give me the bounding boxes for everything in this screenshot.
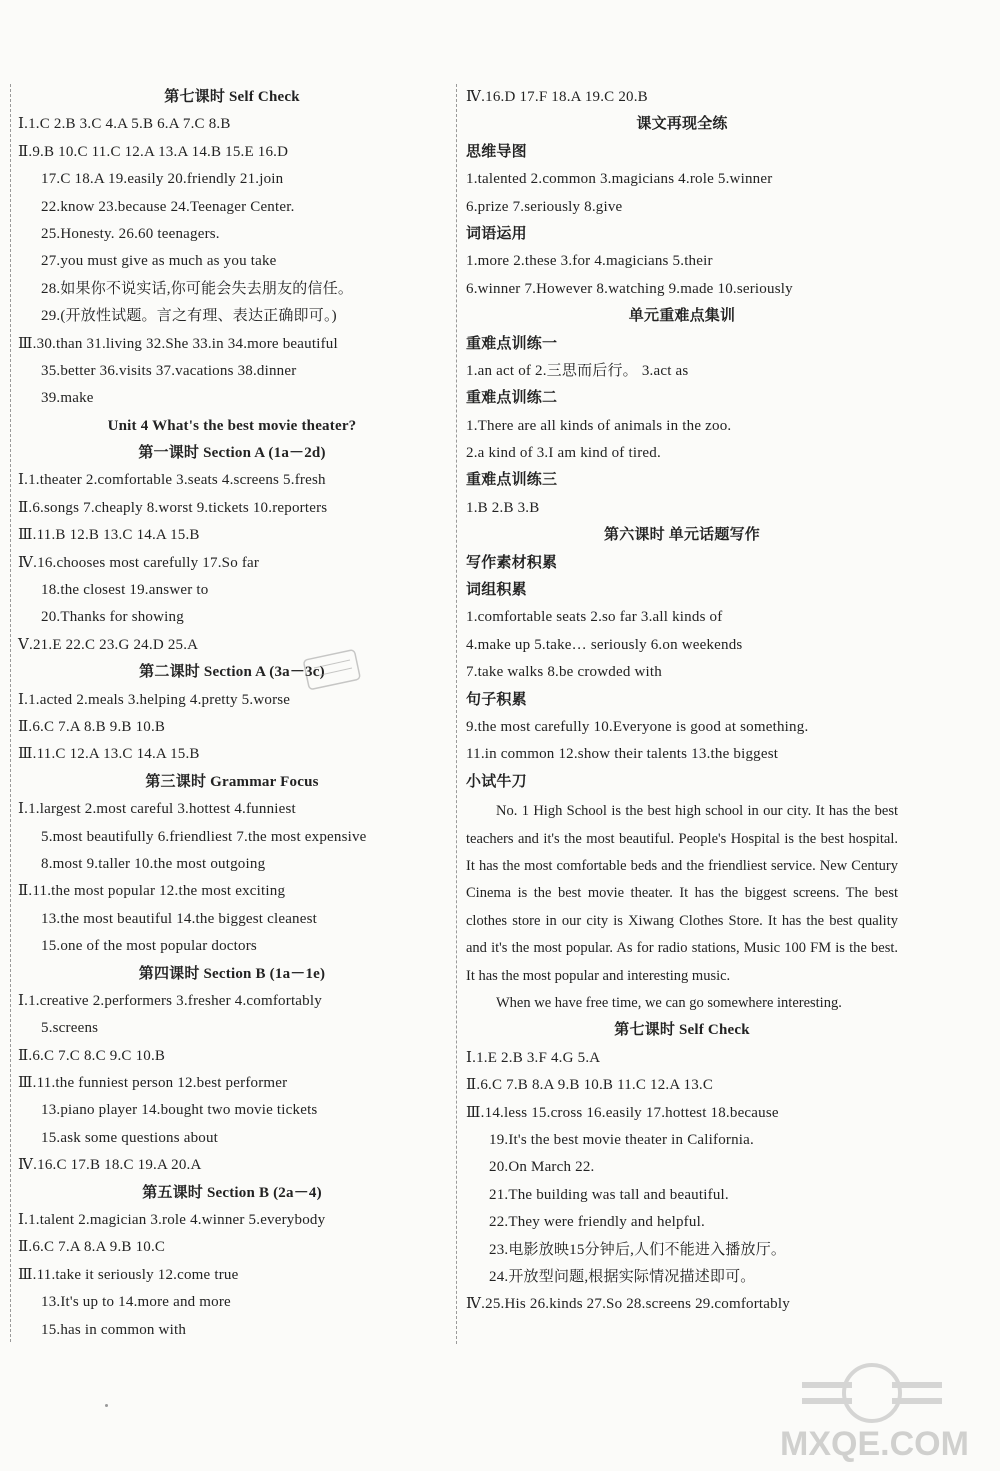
answer-line: 18.the closest 19.answer to xyxy=(41,582,209,599)
watermark-logo xyxy=(762,1355,982,1465)
answer-line: 15.has in common with xyxy=(41,1321,187,1338)
section-heading: Unit 4 What's the best movie theater? xyxy=(107,417,357,434)
section-heading: 第六课时 单元话题写作 xyxy=(604,527,760,544)
column-divider xyxy=(456,84,457,1344)
answer-line: 2.a kind of 3.I am kind of tired. xyxy=(466,445,661,462)
answer-line: Ⅲ.30.than 31.living 32.She 33.in 34.more beautiful xyxy=(18,335,338,352)
answer-line: 6.winner 7.However 8.watching 9.made 10.seriously xyxy=(466,280,793,297)
answer-line: 1.B 2.B 3.B xyxy=(466,499,540,516)
answer-line: 1.There are all kinds of animals in the zoo. xyxy=(466,417,732,434)
answer-line: 1.an act of 2.三思而后行。 3.act as xyxy=(466,362,689,379)
section-heading: 第七课时 Self Check xyxy=(164,89,300,105)
answer-line: Ⅱ.6.C 7.A 8.A 9.B 10.C xyxy=(18,1239,166,1256)
answer-line: 15.ask some questions about xyxy=(41,1129,219,1146)
answer-line: 13.the most beautiful 14.the biggest cleanest xyxy=(41,910,318,927)
answer-line: 19.It's the best movie theater in California. xyxy=(489,1131,754,1148)
answer-line: Ⅰ.1.talent 2.magician 3.role 4.winner 5.everybody xyxy=(18,1212,326,1229)
answer-line: 4.make up 5.take… seriously 6.on weekends xyxy=(466,636,743,653)
subsection-heading: 重难点训练二 xyxy=(466,390,558,407)
answer-line: 22.know 23.because 24.Teenager Center. xyxy=(41,198,295,215)
subsection-heading: 句子积累 xyxy=(466,691,527,708)
answer-line: Ⅰ.1.largest 2.most careful 3.hottest 4.funniest xyxy=(18,801,296,818)
section-heading: 第二课时 Section A (3a－3c) xyxy=(139,664,325,681)
answer-line: 20.Thanks for showing xyxy=(41,609,184,626)
answer-line: Ⅲ.11.take it seriously 12.come true xyxy=(18,1266,239,1283)
answer-line: Ⅱ.6.C 7.C 8.C 9.C 10.B xyxy=(18,1047,166,1064)
answer-line: 1.comfortable seats 2.so far 3.all kinds of xyxy=(466,609,723,626)
answer-line: Ⅱ.6.C 7.A 8.B 9.B 10.B xyxy=(18,718,166,735)
answer-line: Ⅱ.9.B 10.C 11.C 12.A 13.A 14.B 15.E 16.D xyxy=(18,143,289,160)
answer-line: Ⅳ.16.C 17.B 18.C 19.A 20.A xyxy=(18,1157,202,1174)
right-top-section xyxy=(466,84,898,796)
answer-line: 5.screens xyxy=(41,1020,99,1037)
answer-line: 20.On March 22. xyxy=(489,1159,595,1176)
subsection-heading: 小试牛刀 xyxy=(466,773,527,790)
watermark-text: MXQE.COM xyxy=(780,1425,969,1463)
essay xyxy=(466,796,898,1017)
answer-line: Ⅰ.1.theater 2.comfortable 3.seats 4.screens 5.fresh xyxy=(18,472,326,489)
answer-line: 27.you must give as much as you take xyxy=(41,253,277,270)
answer-line: 39.make xyxy=(41,390,94,407)
right-column xyxy=(466,84,898,1319)
answer-line: Ⅲ.11.C 12.A 13.C 14.A 15.B xyxy=(18,746,200,763)
answer-line: Ⅲ.11.the funniest person 12.best performer xyxy=(18,1075,288,1092)
answer-line: Ⅳ.16.D 17.F 18.A 19.C 20.B xyxy=(466,89,648,105)
answer-line: 8.most 9.taller 10.the most outgoing xyxy=(41,855,266,872)
section-heading: 第三课时 Grammar Focus xyxy=(145,773,319,790)
essay-paragraph-2: When we have free time, we can go somewhere interesting. xyxy=(496,995,842,1011)
answer-line: Ⅰ.1.E 2.B 3.F 4.G 5.A xyxy=(466,1049,601,1066)
page-speck xyxy=(105,1404,108,1407)
answer-line: 25.Honesty. 26.60 teenagers. xyxy=(41,225,220,242)
subsection-heading: 写作素材积累 xyxy=(466,554,558,571)
answer-line: 13.piano player 14.bought two movie tickets xyxy=(41,1102,318,1119)
essay-paragraph-1: No. 1 High School is the best high school in our city. It has the best teachers and it's the most beautiful. People's Hospital is the best hospital. It has the most comfortable beds and the friendliest service. New Century Cinema is the best movie theater. It has the biggest screens. The best clothes store in our city is Xiwang Clothes Store. It has the best quality and it's the most popular. As for radio stations, Music 100 FM is the best. It has the most popular and interesting music. xyxy=(466,803,898,984)
section-heading: 单元重难点集训 xyxy=(628,308,736,325)
answer-line: 17.C 18.A 19.easily 20.friendly 21.join xyxy=(41,171,284,188)
subsection-heading: 思维导图 xyxy=(466,143,527,160)
subsection-heading: 词语运用 xyxy=(466,225,527,242)
answer-line: 1.more 2.these 3.for 4.magicians 5.their xyxy=(466,253,713,270)
answer-line: 24.开放型问题,根据实际情况描述即可。 xyxy=(489,1268,756,1285)
answer-line: 5.most beautifully 6.friendliest 7.the most expensive xyxy=(41,828,367,845)
answer-line: 7.take walks 8.be crowded with xyxy=(466,664,662,681)
answer-line: 29.(开放性试题。言之有理、表达正确即可。) xyxy=(41,308,337,325)
answer-line: 6.prize 7.seriously 8.give xyxy=(466,198,623,215)
subsection-heading: 词组积累 xyxy=(466,582,527,599)
section-heading: 第一课时 Section A (1a－2d) xyxy=(138,445,326,462)
answer-line: 23.电影放映15分钟后,人们不能进入播放厅。 xyxy=(489,1241,787,1258)
answer-line: Ⅲ.11.B 12.B 13.C 14.A 15.B xyxy=(18,527,200,544)
answer-line: Ⅲ.14.less 15.cross 16.easily 17.hottest 18.because xyxy=(466,1104,779,1121)
answer-line: Ⅱ.6.C 7.B 8.A 9.B 10.B 11.C 12.A 13.C xyxy=(466,1077,714,1094)
answer-line: 35.better 36.visits 37.vacations 38.dinner xyxy=(41,362,297,379)
answer-line: 1.talented 2.common 3.magicians 4.role 5.winner xyxy=(466,171,773,188)
section-heading: 第五课时 Section B (2a－4) xyxy=(142,1184,322,1201)
answer-line: Ⅳ.25.His 26.kinds 27.So 28.screens 29.comfortably xyxy=(466,1296,790,1313)
answer-line: Ⅰ.1.C 2.B 3.C 4.A 5.B 6.A 7.C 8.B xyxy=(18,116,231,133)
section-heading: 第七课时 Self Check xyxy=(614,1022,750,1039)
answer-line: Ⅳ.16.chooses most carefully 17.So far xyxy=(18,554,260,571)
answer-line: 22.They were friendly and helpful. xyxy=(489,1214,705,1231)
answer-line: Ⅱ.11.the most popular 12.the most exciting xyxy=(18,883,286,900)
answer-line: Ⅰ.1.acted 2.meals 3.helping 4.pretty 5.worse xyxy=(18,691,291,708)
answer-line: 9.the most carefully 10.Everyone is good at something. xyxy=(466,718,809,735)
stamp-mark xyxy=(300,648,370,693)
answer-line: 13.It's up to 14.more and more xyxy=(41,1294,231,1311)
answer-line: Ⅴ.21.E 22.C 23.G 24.D 25.A xyxy=(18,636,199,653)
answer-line: 15.one of the most popular doctors xyxy=(41,938,257,955)
answer-line: 28.如果你不说实话,你可能会失去朋友的信任。 xyxy=(41,280,354,297)
answer-line: Ⅱ.6.songs 7.cheaply 8.worst 9.tickets 10.reporters xyxy=(18,499,328,516)
answer-line: Ⅰ.1.creative 2.performers 3.fresher 4.comfortably xyxy=(18,992,322,1009)
answer-line: 21.The building was tall and beautiful. xyxy=(489,1186,729,1203)
section-heading: 课文再现全练 xyxy=(636,116,728,133)
section-heading: 第四课时 Section B (1a－1e) xyxy=(138,965,326,982)
right-bottom-section xyxy=(466,1017,898,1318)
subsection-heading: 重难点训练一 xyxy=(466,335,558,352)
answer-line: 11.in common 12.show their talents 13.the biggest xyxy=(466,746,779,763)
left-column xyxy=(18,84,446,1344)
left-margin-rule xyxy=(10,84,11,1342)
subsection-heading: 重难点训练三 xyxy=(466,472,558,489)
